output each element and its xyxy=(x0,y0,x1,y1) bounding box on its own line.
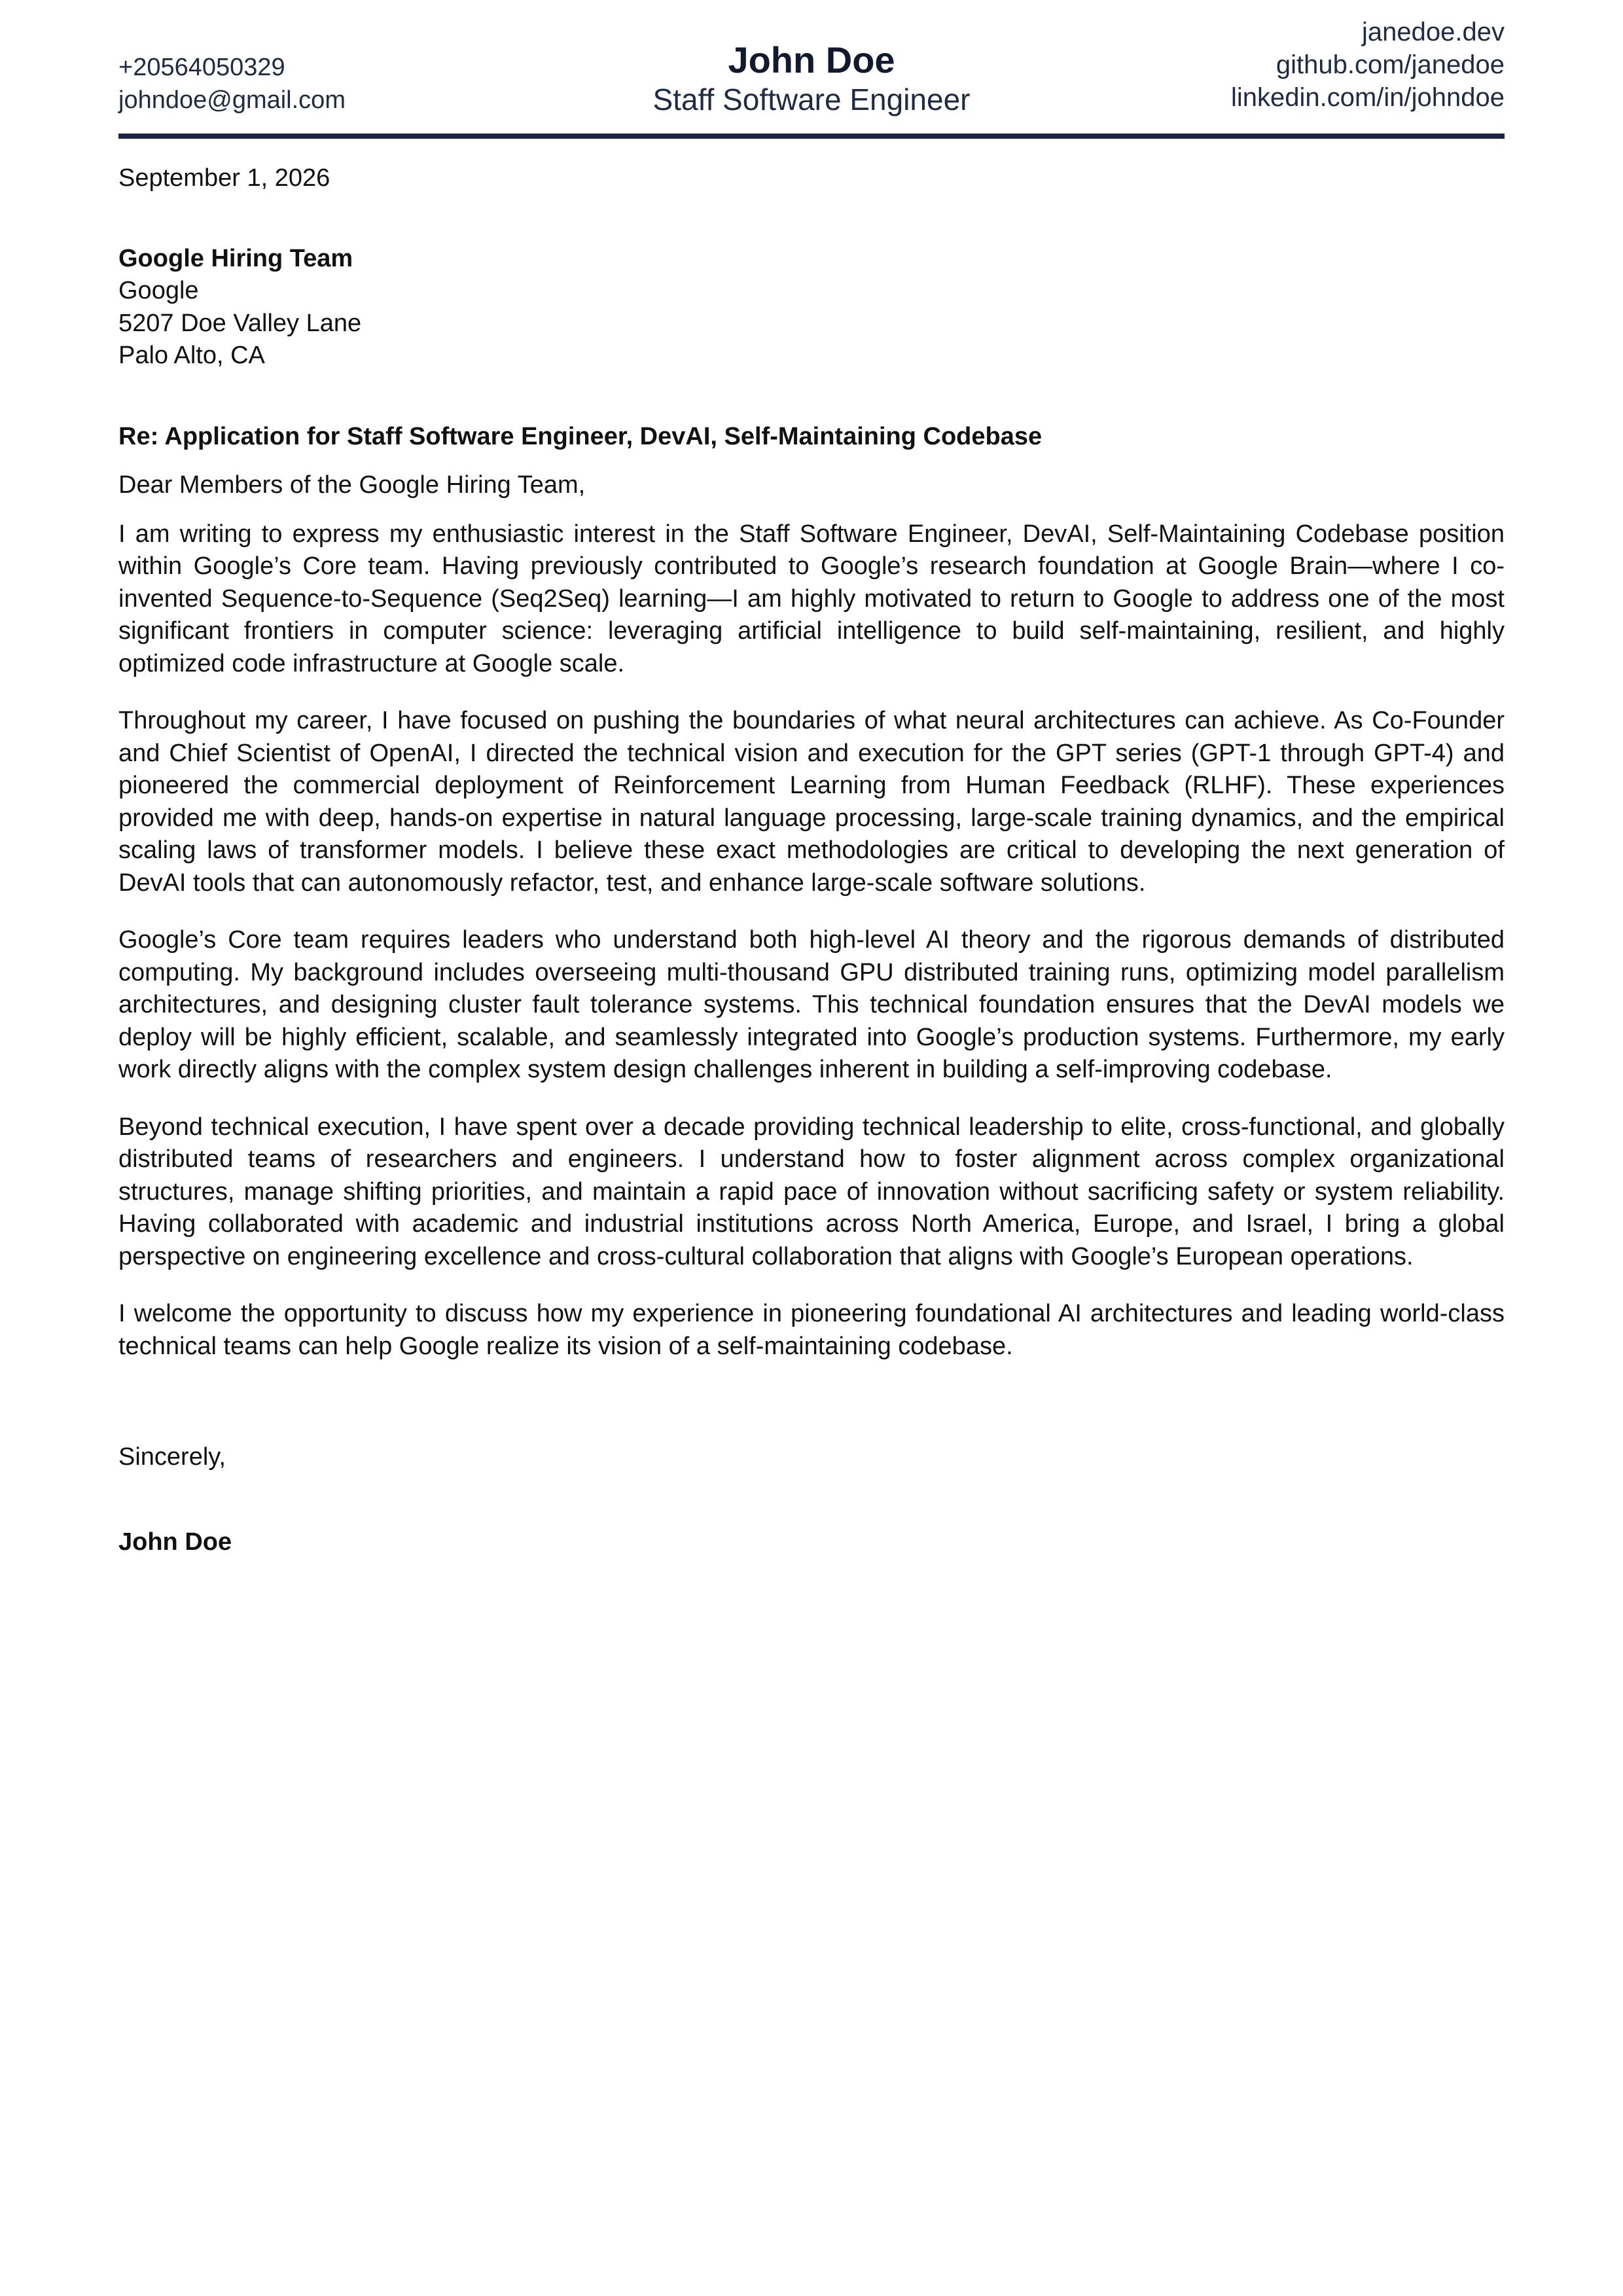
phone-number: +20564050329 xyxy=(118,54,285,81)
subject-line: Re: Application for Staff Software Engineer, DevAI, Self-Maintaining Codebase xyxy=(118,422,1043,450)
body-paragraph: I am writing to express my enthusiastic interest in the Staff Software Engineer, DevAI, Self-Maintaining Codebase position within Google’s Core team. Having previously contributed to Google’s research foundation at Google Brain—where I co-invented Sequence-to-Sequence (Seq2Seq) learning—I am highly motivated to return to Google to address one of the most significant frontiers in computer science: leveraging artificial intelligence to build self-maintaining, resilient, and highly optimized code infrastructure at Google scale. xyxy=(118,520,1505,677)
letter-date: September 1, 2026 xyxy=(118,164,330,192)
body-paragraph: Google’s Core team requires leaders who understand both high-level AI theory and the rigorous demands of distributed computing. My background includes overseeing multi-thousand GPU distributed training runs, optimizing model parallelism architectures, and designing cluster fault tolerance systems. This technical foundation ensures that the DevAI models we deploy will be highly efficient, scalable, and seamlessly integrated into Google’s production systems. Furthermore, my early work directly aligns with the complex system design challenges inherent in building a self-improving codebase. xyxy=(118,926,1505,1083)
website-link[interactable]: janedoe.dev xyxy=(1362,18,1505,46)
closing: Sincerely, xyxy=(118,1443,226,1471)
recipient-city: Palo Alto, CA xyxy=(118,342,265,369)
applicant-name: John Doe xyxy=(728,39,895,81)
recipient-team: Google Hiring Team xyxy=(118,244,353,272)
applicant-title: Staff Software Engineer xyxy=(652,82,971,117)
letter-header xyxy=(118,0,1505,131)
body-paragraph: I welcome the opportunity to discuss how my experience in pioneering foundational AI architectures and leading world-class technical teams can help Google realize its vision of a self-maintaining codebase. xyxy=(118,1300,1505,1360)
recipient-block xyxy=(118,243,1505,372)
recipient-company: Google xyxy=(118,277,199,304)
cover-letter-page xyxy=(118,0,1505,1556)
github-link[interactable]: github.com/janedoe xyxy=(1275,50,1505,79)
salutation: Dear Members of the Google Hiring Team, xyxy=(118,471,586,499)
recipient-street: 5207 Doe Valley Lane xyxy=(118,309,362,337)
signature: John Doe xyxy=(118,1528,232,1556)
body-paragraph: Throughout my career, I have focused on pushing the boundaries of what neural architectures can achieve. As Co-Founder and Chief Scientist of OpenAI, I directed the technical vision and execution for the GPT series (GPT-1 through GPT-4) and pioneered the commercial deployment of Reinforcement Learning from Human Feedback (RLHF). These experiences provided me with deep, hands-on expertise in natural language processing, large-scale training dynamics, and the empirical scaling laws of transformer models. I believe these exact methodologies are critical to developing the next generation of DevAI tools that can autonomously refactor, test, and enhance large-scale software solutions. xyxy=(118,707,1505,897)
email-address: johndoe@gmail.com xyxy=(118,86,346,114)
linkedin-link[interactable]: linkedin.com/in/johndoe xyxy=(1230,83,1505,112)
body-paragraph: Beyond technical execution, I have spent over a decade providing technical leadership to elite, cross-functional, and globally distributed teams of researchers and engineers. I understand how to foster alignment across complex organizational structures, manage shifting priorities, and maintain a rapid pace of innovation without sacrificing safety or system reliability. Having collaborated with academic and industrial institutions across North America, Europe, and Israel, I bring a global perspective on engineering excellence and cross-cultural collaboration that aligns with Google’s European operations. xyxy=(118,1113,1505,1270)
letter-body xyxy=(118,162,1505,1558)
header-divider xyxy=(118,134,1505,139)
contact-right xyxy=(1231,16,1505,114)
